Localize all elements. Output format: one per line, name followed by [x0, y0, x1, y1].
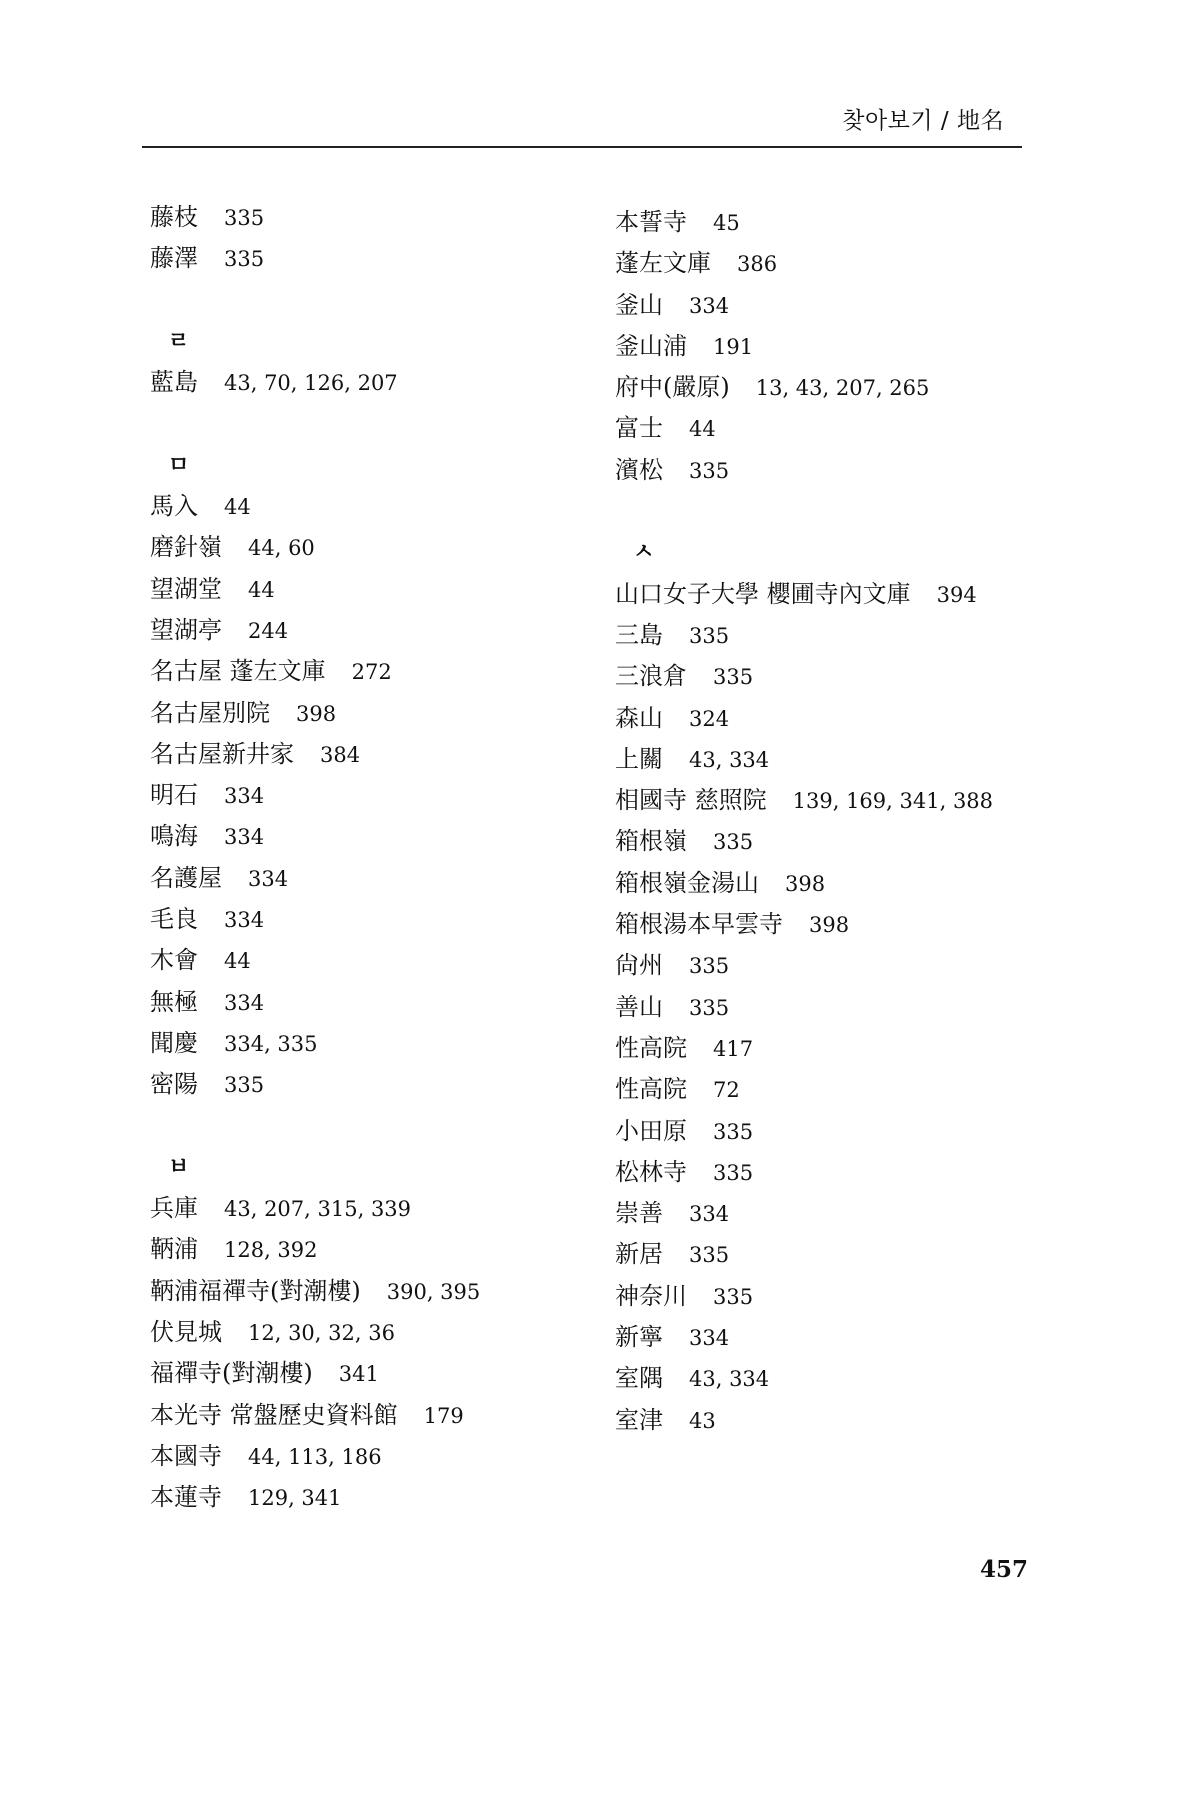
- entry-page-numbers: 335: [224, 247, 265, 272]
- entry-place-name: 木會: [150, 946, 198, 975]
- entry-place-name: 密陽: [150, 1070, 198, 1099]
- entry-place-name: 森山: [615, 703, 663, 732]
- entry-page-numbers: 386: [737, 252, 778, 277]
- index-entry: [615, 656, 993, 697]
- entry-page-numbers: 335: [689, 1243, 730, 1268]
- entry-place-name: 府中(嚴原): [615, 373, 730, 402]
- index-entry: [615, 1234, 993, 1275]
- entry-page-numbers: 335: [713, 665, 754, 690]
- index-entry: [615, 1317, 993, 1358]
- section-letter-heading: ㅁ: [168, 452, 190, 478]
- entry-page-numbers: 191: [713, 334, 754, 359]
- index-entry: [615, 987, 993, 1028]
- entry-place-name: 磨針嶺: [150, 533, 222, 562]
- index-entry: [615, 1069, 993, 1110]
- index-entry: [150, 775, 480, 816]
- entry-place-name: 濱松: [615, 455, 663, 484]
- index-entry: [150, 940, 480, 981]
- index-entry: [615, 243, 993, 284]
- entry-place-name: 鞆浦: [150, 1235, 198, 1264]
- entry-page-numbers: 334: [248, 866, 289, 891]
- entry-place-name: 箱根嶺金湯山: [615, 868, 759, 897]
- entry-page-numbers: 44, 60: [248, 536, 315, 561]
- entry-place-name: 松林寺: [615, 1157, 687, 1186]
- entry-page-numbers: 335: [224, 206, 265, 230]
- entry-page-numbers: 334: [689, 1202, 730, 1227]
- index-entry: [150, 1477, 480, 1518]
- entry-page-numbers: 335: [713, 1160, 754, 1185]
- index-entry: [615, 1358, 993, 1399]
- entry-place-name: 藍島: [150, 368, 198, 397]
- entry-place-name: 本光寺 常盤歷史資料館: [150, 1400, 398, 1429]
- entry-page-numbers: 390, 395: [386, 1279, 481, 1304]
- index-entry: [615, 739, 993, 780]
- entry-place-name: 新寧: [615, 1323, 663, 1352]
- entry-page-numbers: 341: [338, 1362, 379, 1387]
- index-entry: [150, 858, 480, 899]
- index-entry: [615, 1276, 993, 1317]
- index-entry: [615, 945, 993, 986]
- index-entry: [615, 863, 993, 904]
- entry-page-numbers: 129, 341: [248, 1486, 342, 1511]
- entry-page-numbers: 334: [224, 908, 265, 933]
- index-entry: [615, 780, 993, 821]
- entry-place-name: 藤澤: [150, 244, 198, 273]
- entry-place-name: 三島: [615, 620, 663, 649]
- entry-page-numbers: 13, 43, 207, 265: [755, 376, 930, 401]
- section-letter-heading: ㅅ: [633, 540, 655, 566]
- entry-page-numbers: 398: [785, 871, 826, 896]
- index-entry: [150, 1271, 480, 1312]
- index-entry: [150, 1395, 480, 1436]
- index-entry: [150, 734, 480, 775]
- entry-place-name: 福禪寺(對潮樓): [150, 1359, 313, 1388]
- index-entry: [615, 285, 993, 326]
- entry-page-numbers: 44: [224, 495, 251, 520]
- index-entry: [615, 698, 993, 739]
- entry-place-name: 箱根湯本早雲寺: [615, 910, 783, 939]
- entry-place-name: 伏見城: [150, 1318, 222, 1347]
- index-entry: [150, 238, 480, 279]
- entry-place-name: 性高院: [615, 1033, 687, 1062]
- index-entry: [615, 408, 993, 449]
- index-entry: [150, 527, 480, 568]
- entry-page-numbers: 335: [689, 954, 730, 979]
- entry-page-numbers: 334: [224, 784, 265, 809]
- entry-place-name: 尙州: [615, 951, 663, 980]
- index-entry: [150, 1436, 480, 1477]
- index-entry: [615, 1152, 993, 1193]
- section-gap: [150, 1106, 480, 1147]
- entry-page-numbers: 43, 70, 126, 207: [224, 371, 398, 396]
- index-entry: [615, 202, 993, 243]
- index-entry: [150, 197, 480, 238]
- section-letter-heading: ㄹ: [168, 328, 190, 354]
- entry-place-name: 上關: [615, 744, 663, 773]
- index-entry: [150, 1229, 480, 1270]
- entry-place-name: 崇善: [615, 1199, 663, 1228]
- entry-page-numbers: 417: [713, 1036, 754, 1061]
- entry-page-numbers: 244: [248, 618, 289, 643]
- entry-place-name: 名古屋別院: [150, 698, 270, 727]
- index-entry: [150, 1064, 480, 1105]
- entry-page-numbers: 335: [689, 995, 730, 1020]
- entry-page-numbers: 398: [296, 701, 337, 726]
- section-gap: [615, 491, 993, 532]
- entry-place-name: 望湖亭: [150, 615, 222, 644]
- entry-page-numbers: 44: [248, 577, 275, 602]
- entry-place-name: 蓬左文庫: [615, 249, 711, 278]
- entry-page-numbers: 43, 334: [689, 747, 770, 772]
- entry-place-name: 性高院: [615, 1075, 687, 1104]
- entry-page-numbers: 335: [713, 830, 754, 855]
- entry-page-numbers: 43: [689, 1408, 716, 1433]
- entry-page-numbers: 335: [713, 1284, 754, 1309]
- entry-place-name: 室隅: [615, 1364, 663, 1393]
- entry-place-name: 毛良: [150, 905, 198, 934]
- entry-page-numbers: 334: [689, 293, 730, 318]
- entry-place-name: 小田原: [615, 1116, 687, 1145]
- entry-place-name: 三浪倉: [615, 662, 687, 691]
- index-entry: [150, 1353, 480, 1394]
- entry-page-numbers: 44: [689, 417, 716, 442]
- index-entry: [615, 450, 993, 491]
- index-entry: [150, 569, 480, 610]
- index-entry: [615, 367, 993, 408]
- entry-place-name: 名古屋新井家: [150, 739, 294, 768]
- entry-place-name: 望湖堂: [150, 574, 222, 603]
- entry-place-name: 山口女子大學 櫻圃寺內文庫: [615, 579, 911, 608]
- index-entry: [615, 326, 993, 367]
- running-header: 찾아보기 / 地名: [842, 108, 1004, 134]
- page-number: 457: [980, 1556, 1029, 1583]
- entry-page-numbers: 44, 113, 186: [248, 1444, 382, 1469]
- entry-place-name: 鳴海: [150, 822, 198, 851]
- entry-place-name: 名古屋 蓬左文庫: [150, 657, 326, 686]
- entry-place-name: 室津: [615, 1405, 663, 1434]
- index-column-right: [615, 202, 993, 1441]
- entry-page-numbers: 394: [936, 582, 977, 607]
- entry-place-name: 善山: [615, 992, 663, 1021]
- index-entry: [150, 610, 480, 651]
- index-entry: [150, 486, 480, 527]
- index-entry: [150, 651, 480, 692]
- index-entry: [150, 1023, 480, 1064]
- entry-page-numbers: 72: [713, 1078, 740, 1103]
- entry-place-name: 名護屋: [150, 863, 222, 892]
- entry-page-numbers: 45: [713, 211, 740, 235]
- entry-page-numbers: 334: [689, 1326, 730, 1351]
- entry-page-numbers: 128, 392: [224, 1238, 318, 1263]
- entry-place-name: 箱根嶺: [615, 827, 687, 856]
- index-entry: [150, 982, 480, 1023]
- entry-page-numbers: 334: [224, 990, 265, 1015]
- entry-place-name: 鞆浦福禪寺(對潮樓): [150, 1276, 361, 1305]
- index-entry: [615, 1028, 993, 1069]
- index-entry: [615, 821, 993, 862]
- entry-page-numbers: 179: [423, 1403, 464, 1428]
- entry-place-name: 本國寺: [150, 1441, 222, 1470]
- entry-page-numbers: 335: [224, 1073, 265, 1098]
- index-entry: [150, 693, 480, 734]
- entry-page-numbers: 272: [351, 660, 392, 685]
- entry-page-numbers: 43, 334: [689, 1367, 770, 1392]
- entry-page-numbers: 384: [320, 742, 361, 767]
- entry-place-name: 本蓮寺: [150, 1483, 222, 1512]
- entry-place-name: 富士: [615, 414, 663, 443]
- entry-place-name: 本誓寺: [615, 208, 687, 236]
- index-entry: [150, 362, 480, 403]
- index-entry: [615, 1400, 993, 1441]
- index-entry: [615, 1111, 993, 1152]
- index-entry: [150, 1312, 480, 1353]
- entry-page-numbers: 12, 30, 32, 36: [248, 1321, 395, 1346]
- entry-place-name: 新居: [615, 1240, 663, 1269]
- entry-place-name: 馬入: [150, 492, 198, 521]
- entry-place-name: 釜山浦: [615, 331, 687, 360]
- entry-page-numbers: 335: [689, 623, 730, 648]
- entry-place-name: 釜山: [615, 290, 663, 319]
- entry-page-numbers: 324: [689, 706, 730, 731]
- index-entry: [615, 1193, 993, 1234]
- header-rule: [142, 146, 1022, 148]
- entry-page-numbers: 43, 207, 315, 339: [224, 1197, 412, 1222]
- index-entry: [615, 904, 993, 945]
- index-entry: [615, 615, 993, 656]
- index-entry: [150, 1188, 480, 1229]
- entry-place-name: 藤枝: [150, 203, 198, 231]
- entry-page-numbers: 398: [809, 913, 850, 938]
- index-entry: [615, 574, 993, 615]
- entry-page-numbers: 335: [713, 1119, 754, 1144]
- entry-place-name: 兵庫: [150, 1194, 198, 1223]
- entry-place-name: 聞慶: [150, 1028, 198, 1057]
- entry-place-name: 神奈川: [615, 1281, 687, 1310]
- entry-page-numbers: 335: [689, 458, 730, 483]
- section-gap: [150, 280, 480, 321]
- section-letter-heading: ㅂ: [168, 1154, 190, 1180]
- entry-page-numbers: 334, 335: [224, 1031, 318, 1056]
- entry-page-numbers: 44: [224, 949, 251, 974]
- index-column-left: [150, 197, 480, 1519]
- index-entry: [150, 899, 480, 940]
- index-entry: [150, 816, 480, 857]
- entry-place-name: 明石: [150, 781, 198, 810]
- entry-page-numbers: 334: [224, 825, 265, 850]
- entry-place-name: 無極: [150, 987, 198, 1016]
- entry-place-name: 相國寺 慈照院: [615, 786, 767, 815]
- entry-page-numbers: 139, 169, 341, 388: [792, 789, 994, 814]
- section-gap: [150, 403, 480, 444]
